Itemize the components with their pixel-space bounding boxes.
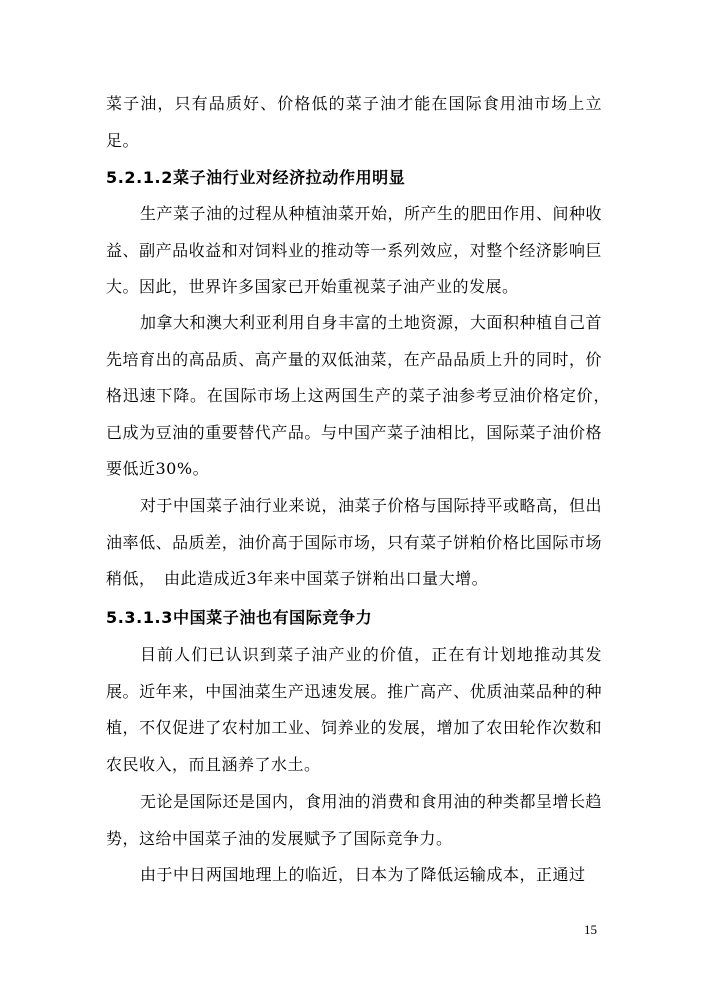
paragraph-continuation: 菜子油，只有品质好、价格低的菜子油才能在国际食用油市场上立足。: [106, 94, 602, 150]
paragraph-japan: 由于中日两国地理上的临近，日本为了降低运输成本，正通过: [140, 865, 586, 884]
paragraph-canada-australia: 加拿大和澳大利亚利用自身丰富的土地资源，大面积种植自己首先培育出的高品质、高产量的双低油菜，在产品品质上升的同时，价格迅速下降。在国际市场上这两国生产的菜子油参考豆油价格定价， 已成为豆油的重要替代产品。与中国产菜子油相比，国际菜子油价格要低近30%。: [106, 313, 619, 478]
section-heading-5-3-1-3: 5.3.1.3中国菜子油也有国际竞争力: [106, 608, 373, 627]
section-heading-5-2-1-2: 5.2.1.2菜子油行业对经济拉动作用明显: [106, 168, 406, 187]
paragraph-china-industry: 对于中国菜子油行业来说，油菜子价格与国际持平或略高，但出油率低、品质差，油价高于国际市场，只有菜子饼粕价格比国际市场稍低， 由此造成近3年来中国菜子饼粕出口量大增。: [106, 496, 603, 588]
paragraph-consumption-trend: 无论是国际还是国内，食用油的消费和食用油的种类都呈增长趋势，这给中国菜子油的发展赋予了国际竞争力。: [106, 792, 603, 848]
paragraph-economic-effects: 生产菜子油的过程从种植油菜开始，所产生的肥田作用、间种收益、副产品收益和对饲料业的推动等一系列效应，对整个经济影响巨大。因此，世界许多国家已开始重视菜子油产业的发展。: [106, 204, 603, 296]
page-number: 15: [584, 922, 597, 937]
paragraph-industry-value: 目前人们已认识到菜子油产业的价值，正在有计划地推动其发展。近年来，中国油菜生产迅速发展。推广高产、优质油菜品种的种植，不仅促进了农村加工业、饲养业的发展，增加了农田轮作次数和农民收入，而且涵养了水土。: [106, 645, 602, 774]
